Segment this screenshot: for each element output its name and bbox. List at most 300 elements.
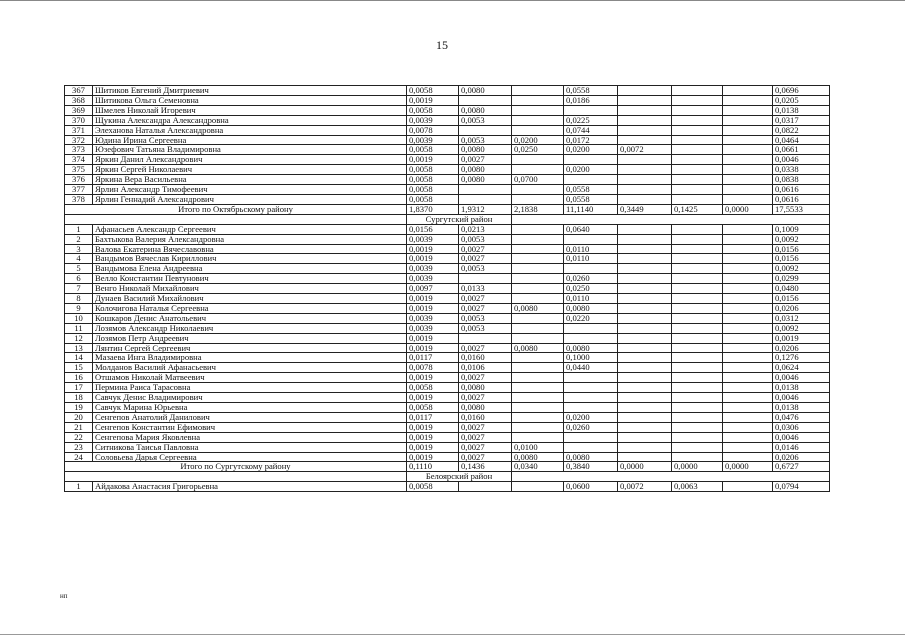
row-number: 14 (65, 353, 93, 363)
value-cell (723, 165, 773, 175)
person-name: Валова Екатерина Вячеславовна (93, 244, 407, 254)
value-cell (723, 244, 773, 254)
person-name: Велло Константин Певтунович (93, 274, 407, 284)
row-number: 22 (65, 432, 93, 442)
person-name: Венго Николай Михайлович (93, 284, 407, 294)
value-cell: 0,0058 (407, 194, 459, 204)
value-cell (618, 254, 672, 264)
value-cell (618, 313, 672, 323)
total-value: 11,1140 (564, 204, 618, 214)
row-number: 21 (65, 422, 93, 432)
value-cell (512, 264, 564, 274)
value-cell (564, 234, 618, 244)
value-cell: 0,0027 (459, 452, 512, 462)
value-cell (672, 194, 723, 204)
value-cell (512, 155, 564, 165)
value-cell: 0,0624 (773, 363, 830, 373)
table-row (65, 194, 830, 204)
page-number: 15 (436, 38, 448, 52)
table-row (65, 115, 830, 125)
value-cell (618, 264, 672, 274)
total-value: 2,1838 (512, 204, 564, 214)
value-cell (723, 452, 773, 462)
value-cell (723, 115, 773, 125)
value-cell (618, 155, 672, 165)
value-cell: 0,0312 (773, 313, 830, 323)
row-number: 15 (65, 363, 93, 373)
value-cell: 0,0080 (459, 403, 512, 413)
value-cell (564, 155, 618, 165)
value-cell: 0,0200 (512, 135, 564, 145)
row-number: 372 (65, 135, 93, 145)
value-cell: 0,0080 (459, 383, 512, 393)
row-number: 12 (65, 333, 93, 343)
value-cell: 0,0110 (564, 254, 618, 264)
value-cell: 0,0661 (773, 145, 830, 155)
value-cell: 0,0260 (564, 422, 618, 432)
total-row (65, 462, 830, 472)
value-cell (672, 244, 723, 254)
table-row (65, 145, 830, 155)
row-number: 377 (65, 185, 93, 195)
value-cell (512, 432, 564, 442)
value-cell (512, 224, 564, 234)
row-number: 368 (65, 95, 93, 105)
value-cell (723, 294, 773, 304)
value-cell (723, 284, 773, 294)
value-cell: 0,0058 (407, 86, 459, 96)
value-cell (672, 254, 723, 264)
value-cell (723, 224, 773, 234)
value-cell: 0,0027 (459, 244, 512, 254)
value-cell (723, 333, 773, 343)
value-cell (723, 105, 773, 115)
row-number: 8 (65, 294, 93, 304)
value-cell (672, 294, 723, 304)
value-cell (564, 442, 618, 452)
value-cell: 0,0306 (773, 422, 830, 432)
value-cell: 0,0027 (459, 432, 512, 442)
value-cell (512, 313, 564, 323)
value-cell: 0,0250 (564, 284, 618, 294)
person-name: Шитиков Евгений Дмитриевич (93, 86, 407, 96)
value-cell: 0,0019 (407, 452, 459, 462)
value-cell (672, 412, 723, 422)
value-cell: 0,0138 (773, 383, 830, 393)
value-cell (512, 323, 564, 333)
person-name: Юзефович Татьяна Владимировна (93, 145, 407, 155)
value-cell (618, 303, 672, 313)
section-row (65, 472, 830, 482)
value-cell: 0,0039 (407, 264, 459, 274)
value-cell: 0,0138 (773, 403, 830, 413)
value-cell: 0,0616 (773, 194, 830, 204)
person-name: Ярлин Александр Тимофеевич (93, 185, 407, 195)
person-name: Яркин Сергей Николаевич (93, 165, 407, 175)
total-value: 0,0000 (672, 462, 723, 472)
value-cell: 0,0019 (773, 333, 830, 343)
total-value: 0,0000 (723, 204, 773, 214)
value-cell: 0,0072 (618, 482, 672, 492)
value-cell: 0,0558 (564, 185, 618, 195)
value-cell (512, 333, 564, 343)
value-cell (512, 383, 564, 393)
value-cell: 0,0019 (407, 333, 459, 343)
value-cell (459, 482, 512, 492)
value-cell: 0,0027 (459, 254, 512, 264)
value-cell: 0,0027 (459, 393, 512, 403)
value-cell: 0,0097 (407, 284, 459, 294)
value-cell (459, 194, 512, 204)
value-cell: 0,0317 (773, 115, 830, 125)
value-cell (564, 175, 618, 185)
value-cell (723, 185, 773, 195)
value-cell (512, 105, 564, 115)
table-row (65, 125, 830, 135)
table-row (65, 442, 830, 452)
table-row (65, 373, 830, 383)
value-cell (512, 125, 564, 135)
person-name: Вандымов Вячеслав Кириллович (93, 254, 407, 264)
row-number: 19 (65, 403, 93, 413)
person-name: Шитикова Ольга Семеновна (93, 95, 407, 105)
value-cell: 0,0080 (512, 343, 564, 353)
value-cell: 0,0046 (773, 432, 830, 442)
value-cell: 0,0117 (407, 353, 459, 363)
section-spacer (512, 214, 830, 224)
value-cell: 0,0200 (564, 165, 618, 175)
value-cell: 0,0822 (773, 125, 830, 135)
value-cell: 0,0160 (459, 353, 512, 363)
value-cell: 0,0440 (564, 363, 618, 373)
value-cell: 0,0138 (773, 105, 830, 115)
table-body (65, 86, 830, 492)
value-cell: 0,0019 (407, 254, 459, 264)
value-cell (564, 383, 618, 393)
person-name: Лянтин Сергей Сергеевич (93, 343, 407, 353)
value-cell: 0,0058 (407, 175, 459, 185)
value-cell (618, 383, 672, 393)
value-cell: 0,0039 (407, 135, 459, 145)
row-number: 370 (65, 115, 93, 125)
value-cell (618, 175, 672, 185)
value-cell (512, 185, 564, 195)
person-name: Вандымова Елена Андреевна (93, 264, 407, 274)
value-cell: 0,0063 (672, 482, 723, 492)
row-number: 375 (65, 165, 93, 175)
value-cell (672, 105, 723, 115)
value-cell: 0,0078 (407, 363, 459, 373)
value-cell: 0,0019 (407, 303, 459, 313)
total-value: 0,3840 (564, 462, 618, 472)
value-cell (618, 194, 672, 204)
value-cell: 0,0039 (407, 115, 459, 125)
table-row (65, 234, 830, 244)
table-row (65, 274, 830, 284)
value-cell: 0,0480 (773, 284, 830, 294)
value-cell (672, 353, 723, 363)
value-cell (564, 373, 618, 383)
row-number: 18 (65, 393, 93, 403)
value-cell: 0,0156 (773, 254, 830, 264)
value-cell (723, 383, 773, 393)
value-cell (459, 185, 512, 195)
person-name: Сенгепов Константин Ефимович (93, 422, 407, 432)
total-value: 0,1425 (672, 204, 723, 214)
value-cell (618, 373, 672, 383)
value-cell: 0,0110 (564, 244, 618, 254)
value-cell: 0,0039 (407, 274, 459, 284)
value-cell: 0,0019 (407, 343, 459, 353)
value-cell: 0,0092 (773, 323, 830, 333)
value-cell: 0,0080 (564, 303, 618, 313)
value-cell: 0,0160 (459, 412, 512, 422)
person-name: Лозямов Александр Николаевич (93, 323, 407, 333)
value-cell (512, 86, 564, 96)
value-cell (618, 452, 672, 462)
table-row (65, 482, 830, 492)
value-cell: 0,0700 (512, 175, 564, 185)
value-cell (672, 175, 723, 185)
value-cell (672, 422, 723, 432)
table-row (65, 86, 830, 96)
value-cell: 0,0080 (459, 105, 512, 115)
value-cell (618, 432, 672, 442)
total-value: 1,8370 (407, 204, 459, 214)
table-row (65, 254, 830, 264)
value-cell (672, 303, 723, 313)
value-cell: 0,0476 (773, 412, 830, 422)
value-cell (723, 175, 773, 185)
row-number: 371 (65, 125, 93, 135)
person-name: Афанасьев Александр Сергеевич (93, 224, 407, 234)
value-cell: 0,0156 (773, 294, 830, 304)
value-cell (723, 412, 773, 422)
value-cell (512, 115, 564, 125)
total-value: 0,3449 (618, 204, 672, 214)
value-cell: 0,0046 (773, 373, 830, 383)
value-cell: 0,0027 (459, 155, 512, 165)
table-row (65, 422, 830, 432)
value-cell: 0,0133 (459, 284, 512, 294)
value-cell: 0,0027 (459, 442, 512, 452)
person-name: Юдина Ирина Сергеевна (93, 135, 407, 145)
value-cell (672, 442, 723, 452)
value-cell (618, 86, 672, 96)
person-name: Пермина Раиса Тарасовна (93, 383, 407, 393)
value-cell: 0,0794 (773, 482, 830, 492)
table-row (65, 264, 830, 274)
value-cell (512, 95, 564, 105)
table-row (65, 294, 830, 304)
value-cell (723, 313, 773, 323)
value-cell: 0,0058 (407, 403, 459, 413)
row-number: 24 (65, 452, 93, 462)
value-cell: 0,0838 (773, 175, 830, 185)
value-cell (512, 284, 564, 294)
value-cell: 0,0616 (773, 185, 830, 195)
value-cell: 0,0080 (564, 343, 618, 353)
value-cell (512, 294, 564, 304)
table-row (65, 313, 830, 323)
total-label: Итого по Сургутскому району (65, 462, 407, 472)
value-cell (564, 105, 618, 115)
value-cell (723, 373, 773, 383)
value-cell: 0,0053 (459, 313, 512, 323)
value-cell (672, 333, 723, 343)
value-cell (723, 254, 773, 264)
person-name: Савчук Денис Владимирович (93, 393, 407, 403)
value-cell (618, 95, 672, 105)
value-cell: 0,0200 (564, 412, 618, 422)
value-cell: 0,0110 (564, 294, 618, 304)
allocation-table (64, 85, 830, 492)
value-cell: 0,0080 (512, 452, 564, 462)
person-name: Щукина Александра Александровна (93, 115, 407, 125)
value-cell: 0,0092 (773, 234, 830, 244)
value-cell: 0,0080 (564, 452, 618, 462)
value-cell: 0,0600 (564, 482, 618, 492)
value-cell (723, 323, 773, 333)
row-number: 378 (65, 194, 93, 204)
value-cell: 0,0080 (459, 165, 512, 175)
value-cell: 0,0220 (564, 313, 618, 323)
value-cell: 0,0019 (407, 422, 459, 432)
value-cell: 0,0080 (459, 86, 512, 96)
value-cell (723, 432, 773, 442)
value-cell (618, 403, 672, 413)
value-cell: 0,0464 (773, 135, 830, 145)
value-cell: 0,0100 (512, 442, 564, 452)
value-cell (672, 224, 723, 234)
value-cell (672, 135, 723, 145)
value-cell (672, 95, 723, 105)
value-cell: 0,0106 (459, 363, 512, 373)
value-cell (672, 313, 723, 323)
value-cell: 0,0080 (512, 303, 564, 313)
value-cell: 0,0338 (773, 165, 830, 175)
value-cell (512, 363, 564, 373)
value-cell: 0,0080 (459, 145, 512, 155)
person-name: Бахтыкова Валерия Александровна (93, 234, 407, 244)
value-cell: 0,0027 (459, 373, 512, 383)
value-cell: 0,0078 (407, 125, 459, 135)
value-cell (618, 353, 672, 363)
value-cell (618, 412, 672, 422)
row-number: 373 (65, 145, 93, 155)
value-cell: 0,1276 (773, 353, 830, 363)
value-cell (672, 274, 723, 284)
value-cell: 0,0053 (459, 115, 512, 125)
person-name: Ярлин Геннадий Александрович (93, 194, 407, 204)
value-cell (672, 383, 723, 393)
value-cell (672, 145, 723, 155)
total-value: 0,1110 (407, 462, 459, 472)
value-cell: 0,0206 (773, 303, 830, 313)
table-row (65, 412, 830, 422)
value-cell (618, 185, 672, 195)
value-cell: 0,0058 (407, 482, 459, 492)
total-label: Итого по Октябрьскому району (65, 204, 407, 214)
value-cell (618, 274, 672, 284)
value-cell: 0,0080 (459, 175, 512, 185)
person-name: Ситникова Таисья Павловна (93, 442, 407, 452)
row-number: 10 (65, 313, 93, 323)
value-cell: 0,0092 (773, 264, 830, 274)
total-value: 0,0340 (512, 462, 564, 472)
value-cell (618, 135, 672, 145)
value-cell: 0,0250 (512, 145, 564, 155)
value-cell (512, 422, 564, 432)
total-value: 1,9312 (459, 204, 512, 214)
value-cell: 0,0053 (459, 323, 512, 333)
row-number: 17 (65, 383, 93, 393)
total-value: 0,0000 (723, 462, 773, 472)
value-cell (672, 452, 723, 462)
value-cell: 0,1009 (773, 224, 830, 234)
value-cell (672, 165, 723, 175)
value-cell (723, 194, 773, 204)
section-spacer (65, 472, 407, 482)
value-cell: 0,0696 (773, 86, 830, 96)
total-value: 0,6727 (773, 462, 830, 472)
value-cell (723, 234, 773, 244)
table-row (65, 333, 830, 343)
total-value: 17,5533 (773, 204, 830, 214)
value-cell: 0,0058 (407, 383, 459, 393)
value-cell (512, 254, 564, 264)
value-cell (512, 234, 564, 244)
table-row (65, 165, 830, 175)
row-number: 9 (65, 303, 93, 313)
value-cell: 0,0058 (407, 145, 459, 155)
value-cell (618, 333, 672, 343)
table-row (65, 452, 830, 462)
value-cell: 0,0558 (564, 86, 618, 96)
value-cell: 0,0225 (564, 115, 618, 125)
table-row (65, 95, 830, 105)
value-cell: 0,0053 (459, 135, 512, 145)
value-cell (512, 165, 564, 175)
person-name: Сенгепова Мария Яковлевна (93, 432, 407, 442)
value-cell: 0,0019 (407, 294, 459, 304)
person-name: Савчук Марина Юрьевна (93, 403, 407, 413)
value-cell: 0,0053 (459, 264, 512, 274)
row-number: 4 (65, 254, 93, 264)
value-cell (723, 125, 773, 135)
table-row (65, 224, 830, 234)
value-cell: 0,0027 (459, 303, 512, 313)
value-cell: 0,0027 (459, 343, 512, 353)
value-cell (459, 333, 512, 343)
value-cell (723, 86, 773, 96)
value-cell (723, 135, 773, 145)
table-row (65, 432, 830, 442)
value-cell: 0,0186 (564, 95, 618, 105)
value-cell (723, 264, 773, 274)
table-row (65, 343, 830, 353)
row-number: 3 (65, 244, 93, 254)
value-cell (564, 393, 618, 403)
value-cell: 0,0058 (407, 165, 459, 175)
value-cell (512, 274, 564, 284)
value-cell (618, 125, 672, 135)
value-cell: 0,0156 (407, 224, 459, 234)
section-title: Сургутский район (407, 214, 512, 224)
row-number: 376 (65, 175, 93, 185)
table-row (65, 135, 830, 145)
total-row (65, 204, 830, 214)
